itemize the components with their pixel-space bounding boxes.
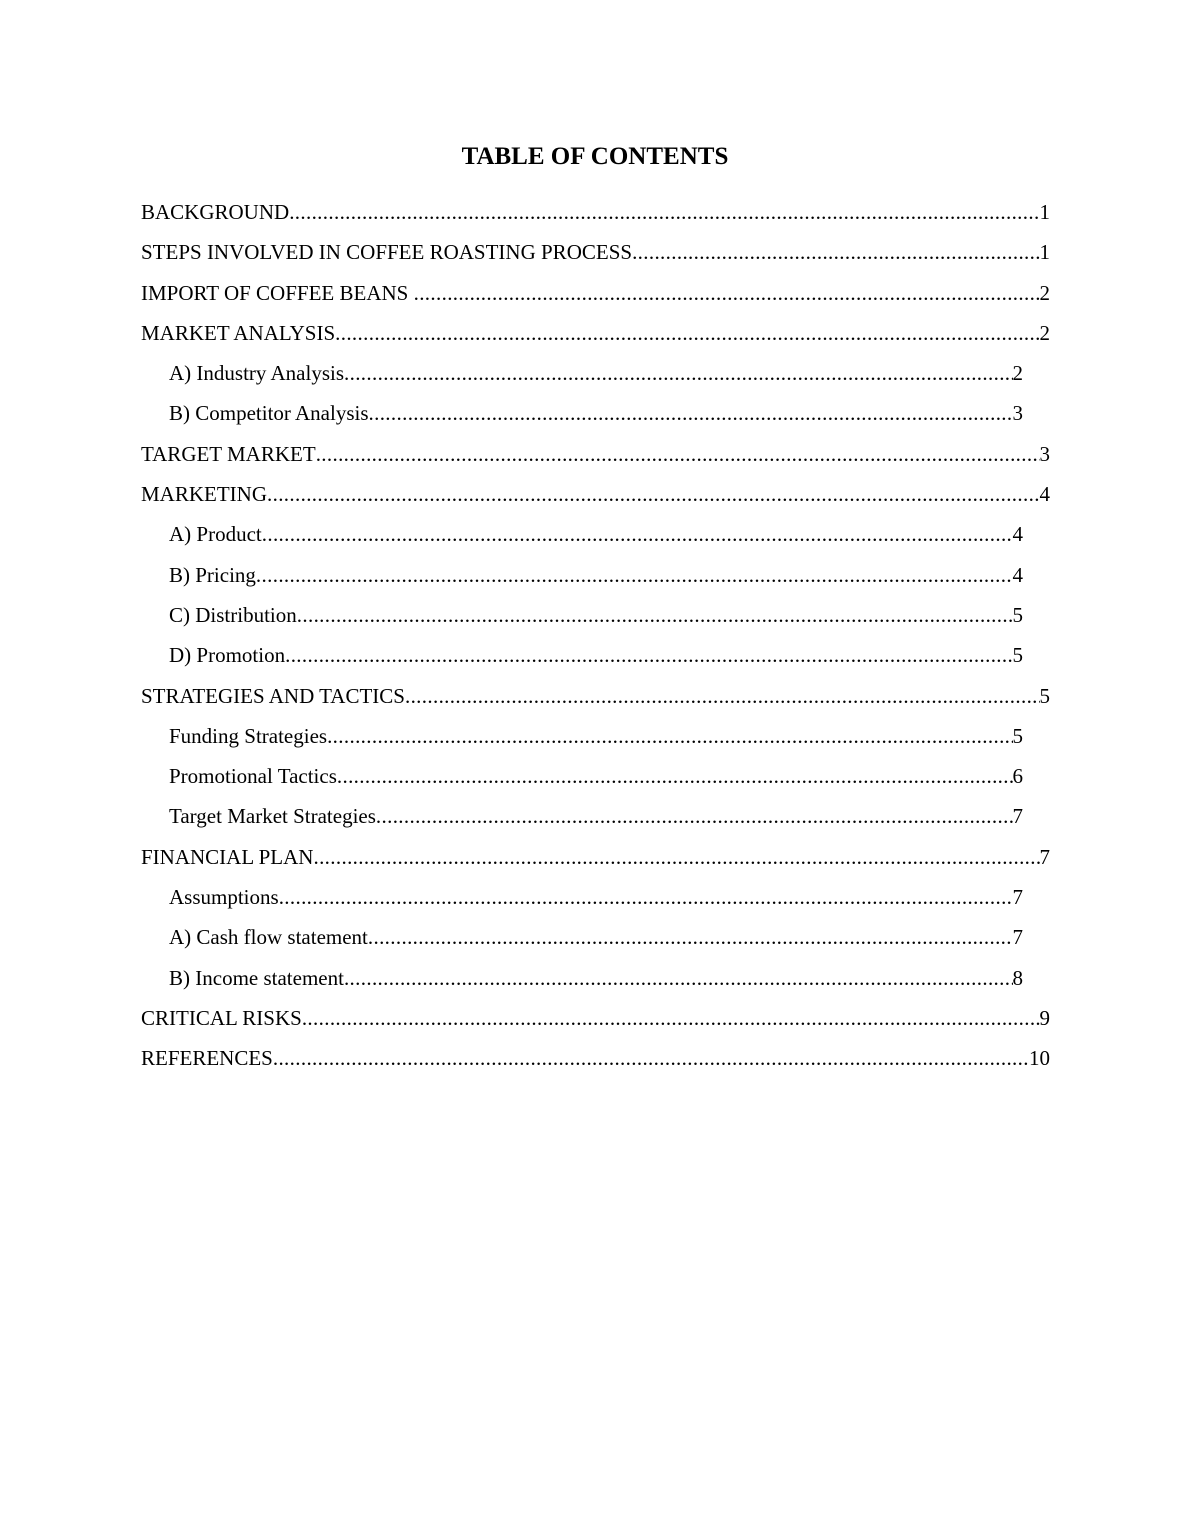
toc-dot-leader [273,1042,1029,1074]
toc-title: TABLE OF CONTENTS [461,143,729,170]
toc-dot-leader [262,518,1013,550]
toc-entry-financial-plan[interactable] [0,841,1190,881]
toc-entry-label: TARGET MARKET [141,441,316,466]
toc-entry-label: IMPORT OF COFFEE BEANS [141,280,414,305]
toc-entry-label: A) Product [169,522,262,547]
toc-entry-page: 2 [1012,361,1023,386]
toc-dot-leader [285,639,1012,671]
toc-entry-page: 7 [1012,925,1023,950]
toc-dot-leader [369,397,1013,429]
toc-entry-income-statement[interactable] [0,962,1190,1002]
toc-entry-market-analysis[interactable] [0,317,1190,357]
toc-entry-competitor-analysis[interactable] [0,397,1190,437]
toc-entry-page: 9 [1039,1005,1050,1030]
toc-entry-distribution[interactable] [0,599,1190,639]
toc-entry-cash-flow-statement[interactable] [0,921,1190,961]
toc-entry-label: Target Market Strategies [169,804,376,829]
toc-entry-page: 2 [1039,280,1050,305]
toc-entry-label: Funding Strategies [169,723,328,748]
toc-dot-leader [256,559,1013,591]
toc-entry-label: BACKGROUND [141,200,290,224]
toc-entry-label: STEPS INVOLVED IN COFFEE ROASTING PROCESS [141,240,633,265]
toc-entry-page: 5 [1012,602,1023,627]
toc-dot-leader [344,357,1013,389]
toc-entry-product[interactable] [0,518,1190,558]
toc-entry-label: B) Income statement [169,965,344,990]
toc-entry-page: 6 [1012,764,1023,789]
toc-entry-page: 2 [1039,320,1050,345]
toc-entry-label: MARKETING [141,482,267,507]
toc-dot-leader [297,599,1013,631]
toc-list [0,196,1190,1083]
toc-entry-page: 10 [1029,1046,1050,1071]
toc-dot-leader [368,921,1013,953]
toc-entry-page: 3 [1039,441,1050,466]
toc-entry-label: Promotional Tactics [169,764,337,789]
toc-entry-promotion[interactable] [0,639,1190,679]
toc-entry-page: 1 [1039,240,1050,265]
toc-entry-page: 7 [1012,804,1023,829]
toc-dot-leader [316,438,1040,470]
toc-dot-leader [376,800,1013,832]
toc-entry-label: CRITICAL RISKS [141,1005,302,1030]
toc-entry-page: 7 [1039,844,1050,869]
toc-entry-page: 5 [1039,683,1050,708]
toc-entry-critical-risks[interactable] [0,1002,1190,1042]
toc-entry-pricing[interactable] [0,559,1190,599]
toc-entry-page: 4 [1012,562,1023,587]
toc-entry-label: A) Cash flow statement [169,925,368,950]
toc-entry-label: D) Promotion [169,643,286,668]
toc-entry-label: B) Competitor Analysis [169,401,369,426]
toc-dot-leader [327,720,1012,752]
toc-entry-steps-roasting[interactable] [0,236,1190,276]
toc-entry-marketing[interactable] [0,478,1190,518]
toc-entry-label: B) Pricing [169,562,256,587]
toc-entry-page: 5 [1012,643,1023,668]
toc-entry-page: 7 [1012,885,1023,910]
toc-dot-leader [337,760,1013,792]
toc-dot-leader [405,680,1040,712]
toc-dot-leader [335,317,1039,349]
toc-entry-promotional-tactics[interactable] [0,760,1190,800]
toc-dot-leader [279,881,1013,913]
toc-entry-label: Assumptions [169,885,279,910]
toc-entry-assumptions[interactable] [0,881,1190,921]
toc-entry-label: STRATEGIES AND TACTICS [141,683,405,708]
toc-entry-page: 5 [1012,723,1023,748]
toc-entry-background[interactable] [0,196,1190,236]
toc-entry-industry-analysis[interactable] [0,357,1190,397]
toc-entry-label: C) Distribution [169,602,297,627]
toc-dot-leader [344,962,1013,994]
toc-entry-label: A) Industry Analysis [169,361,344,386]
toc-dot-leader [632,236,1039,268]
toc-dot-leader [414,277,1040,309]
toc-entry-label: MARKET ANALYSIS [141,320,336,345]
toc-entry-references[interactable] [0,1042,1190,1082]
toc-entry-page: 1 [1039,200,1050,224]
toc-dot-leader [289,196,1039,228]
toc-entry-page: 3 [1012,401,1023,426]
toc-entry-page: 4 [1039,482,1050,507]
toc-dot-leader [313,841,1039,873]
toc-dot-leader [302,1002,1040,1034]
toc-entry-label: REFERENCES [141,1046,273,1071]
toc-entry-page: 4 [1012,522,1023,547]
toc-entry-page: 8 [1012,965,1023,990]
toc-dot-leader [267,478,1040,510]
toc-entry-import-beans[interactable] [0,277,1190,317]
toc-entry-strategies-tactics[interactable] [0,680,1190,720]
toc-entry-target-market-strategies[interactable] [0,800,1190,840]
toc-entry-funding-strategies[interactable] [0,720,1190,760]
toc-entry-label: FINANCIAL PLAN [141,844,314,869]
toc-entry-target-market[interactable] [0,438,1190,478]
